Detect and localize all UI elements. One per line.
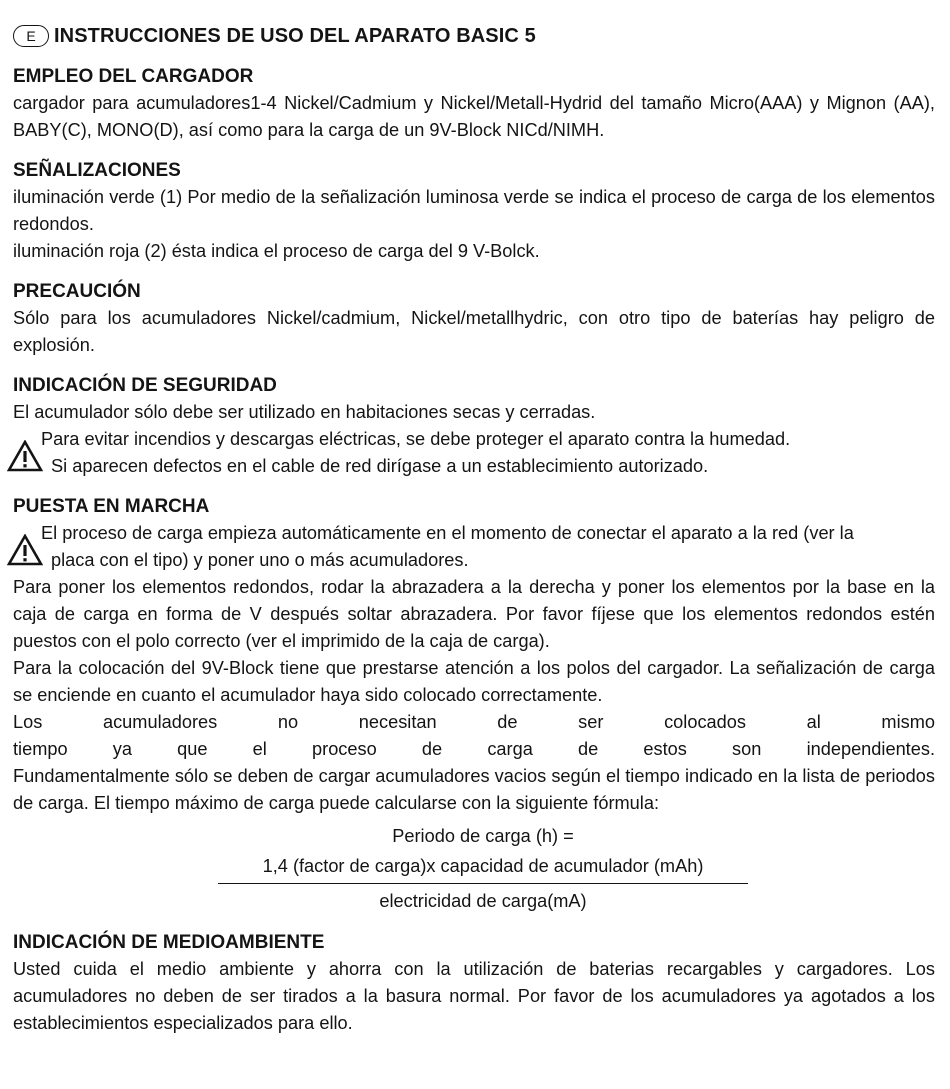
puesta-paragraph-3-line-2: tiempo ya que el proceso de carga de estos son independientes. xyxy=(13,739,935,759)
seguridad-warning-line-2: Si aparecen defectos en el cable de red dirígase a un establecimiento autorizado. xyxy=(51,456,709,476)
puesta-paragraph-3-line-1: Los acumuladores no necesitan de ser colocados al mismo xyxy=(13,712,935,732)
red-light-text: iluminación roja (2) ésta indica el proceso de carga del 9 V-Bolck. xyxy=(13,241,540,261)
precaucion-text: Sólo para los acumuladores Nickel/cadmium, Nickel/metallhydric, con otro tipo de baterías hay peligro de explosión. xyxy=(13,308,935,355)
title-text: INSTRUCCIONES DE USO DEL APARATO BASIC 5 xyxy=(54,24,536,47)
section-puesta xyxy=(13,494,935,916)
empleo-text: cargador para acumuladores1-4 Nickel/Cadmium y Nickel/Metall-Hydrid del tamaño Micro(AAA) y Mignon (AA), BABY(C), MONO(D), así como para la carga de un 9V-Block NICd/NIMH. xyxy=(13,93,935,140)
formula-label: Periodo de carga (h) = xyxy=(392,826,574,846)
section-title-empleo: EMPLEO DEL CARGADOR xyxy=(13,66,254,87)
section-title-precaucion: PRECAUCIÓN xyxy=(13,281,141,302)
section-seguridad xyxy=(13,373,935,480)
section-senalizaciones xyxy=(13,158,935,265)
language-badge: E xyxy=(13,25,49,47)
puesta-paragraph-4: Fundamentalmente sólo se deben de cargar acumuladores vacios según el tiempo indicado en la lista de periodos de carga. El tiempo máximo de carga puede calcularse con la siguiente fórmula: xyxy=(13,766,935,813)
warning-triangle-icon xyxy=(7,534,43,566)
section-title-medioambiente: INDICACIÓN DE MEDIOAMBIENTE xyxy=(13,932,325,953)
puesta-warning-line-2: placa con el tipo) y poner uno o más acumuladores. xyxy=(51,550,469,570)
instructions-page xyxy=(13,20,935,1051)
warning-triangle-icon xyxy=(7,440,43,472)
seguridad-line: El acumulador sólo debe ser utilizado en habitaciones secas y cerradas. xyxy=(13,402,596,422)
seguridad-warning xyxy=(13,426,935,480)
section-medioambiente xyxy=(13,930,935,1037)
puesta-warning-line-1: El proceso de carga empieza automáticamente en el momento de conectar el aparato a la red (ver la xyxy=(41,523,854,543)
section-title-puesta: PUESTA EN MARCHA xyxy=(13,496,210,517)
green-light-text: iluminación verde (1) Por medio de la señalización luminosa verde se indica el proceso de carga de los elementos redondos. xyxy=(13,187,935,234)
formula-numerator: 1,4 (factor de carga)x capacidad de acumulador (mAh) xyxy=(262,856,704,876)
section-precaucion xyxy=(13,279,935,359)
puesta-paragraph-2: Para la colocación del 9V-Block tiene que prestarse atención a los polos del cargador. La señalización de carga se enciende en cuanto el acumulador haya sido colocado correctamente. xyxy=(13,658,935,705)
puesta-warning xyxy=(13,520,935,574)
puesta-paragraph-1: Para poner los elementos redondos, rodar la abrazadera a la derecha y poner los elementos por la base en la caja de carga en forma de V después soltar abrazadera. Por favor fíjese que los elementos redondos estén puestos con el polo correcto (ver el imprimido de la caja de carga). xyxy=(13,577,935,651)
document-title xyxy=(13,20,935,52)
medioambiente-text: Usted cuida el medio ambiente y ahorra con la utilización de baterias recargables y cargadores. Los acumuladores no deben de ser tirados a la basura normal. Por favor de los acumuladores ya agotados a los establecimientos especializados para ello. xyxy=(13,959,935,1033)
section-title-seguridad: INDICACIÓN DE SEGURIDAD xyxy=(13,375,277,396)
seguridad-warning-line-1: Para evitar incendios y descargas eléctricas, se debe proteger el aparato contra la humedad. xyxy=(41,429,791,449)
section-empleo xyxy=(13,64,935,144)
formula-divider xyxy=(218,883,748,884)
section-title-senalizaciones: SEÑALIZACIONES xyxy=(13,160,181,181)
charge-time-formula xyxy=(218,821,748,916)
formula-denominator: electricidad de carga(mA) xyxy=(379,891,587,911)
